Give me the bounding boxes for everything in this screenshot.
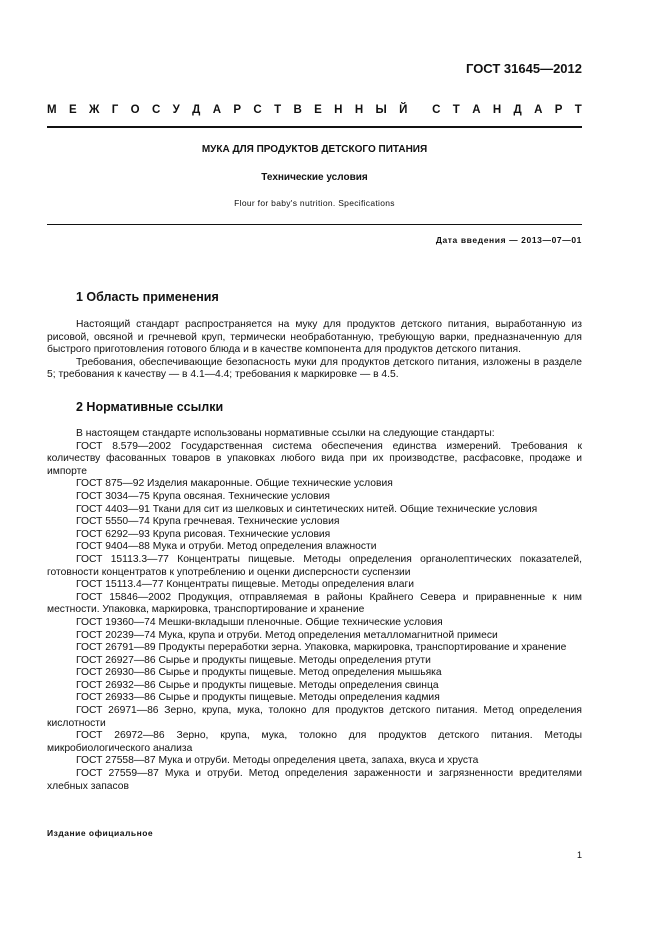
banner-letter: М <box>47 104 57 116</box>
banner-letter: Г <box>111 104 119 116</box>
reference-item: ГОСТ 26930—86 Сырье и продукты пищевые. Метод определения мышьяка <box>76 667 442 679</box>
reference-item: ГОСТ 20239—74 Мука, крупа и отруби. Метод определения металломагнитной примеси <box>76 629 498 641</box>
reference-item: ГОСТ 26971—86 Зерно, крупа, мука, толокно для продуктов детского питания. Метод определения кислотности <box>47 705 582 729</box>
banner-letter: О <box>130 104 140 116</box>
reference-item: ГОСТ 27559—87 Мука и отруби. Метод определения зараженности и загрязненности вредителями хлебных запасов <box>47 768 582 792</box>
banner-letter: Н <box>334 104 343 116</box>
reference-item: ГОСТ 26932—86 Сырье и продукты пищевые. Методы определения свинца <box>76 679 439 691</box>
banner-letter: Н <box>492 104 502 116</box>
banner-letter: Т <box>574 104 582 116</box>
reference-item: ГОСТ 19360—74 Мешки-вкладыши пленочные. Общие технические условия <box>76 616 443 628</box>
interstate-standard-banner <box>47 104 582 116</box>
reference-item: ГОСТ 9404—88 Мука и отруби. Метод определения влажности <box>76 541 377 553</box>
section-1-body <box>47 319 582 382</box>
standard-number: ГОСТ 31645—2012 <box>466 61 582 76</box>
banner-letter: Й <box>399 104 408 116</box>
section-1-heading: 1 Область применения <box>76 290 219 304</box>
banner-letter: Ж <box>88 104 100 116</box>
section-2-body <box>47 428 582 793</box>
banner-letter: Е <box>314 104 322 116</box>
intro-date: Дата введения — 2013—07—01 <box>435 235 582 245</box>
paragraph: Требования, обеспечивающие безопасность муки для продуктов детского питания, изложены в разделе 5; требования к качеству — в 4.1—4.4; требования к маркировке — в 4.5. <box>47 356 582 381</box>
reference-item: ГОСТ 15846—2002 Продукция, отправляемая в районы Крайнего Севера и приравненные к ним местности. Упаковка, маркировка, транспортирование и хранение <box>47 591 582 616</box>
banner-rule <box>47 126 582 128</box>
banner-letter: Д <box>513 104 522 116</box>
document-title: МУКА ДЛЯ ПРОДУКТОВ ДЕТСКОГО ПИТАНИЯ <box>201 144 428 155</box>
reference-item: ГОСТ 27558—87 Мука и отруби. Методы определения цвета, запаха, вкуса и хруста <box>76 755 479 767</box>
document-page <box>47 0 582 936</box>
banner-letter: Т <box>452 104 460 116</box>
reference-item: ГОСТ 875—92 Изделия макаронные. Общие технические условия <box>76 478 393 490</box>
reference-item: ГОСТ 26972—86 Зерно, крупа, мука, толокно для продуктов детского питания. Методы микробиологического анализа <box>47 730 582 754</box>
reference-item: ГОСТ 8.579—2002 Государственная система обеспечения единства измерений. Требования к количеству фасованных товаров в упаковках любого вида при их производстве, расфасовке, продаже и импорте <box>47 440 582 477</box>
english-title: Flour for baby's nutrition. Specifications <box>234 198 395 208</box>
reference-item: ГОСТ 26927—86 Сырье и продукты пищевые. Методы определения ртути <box>76 654 431 666</box>
page-number: 1 <box>576 850 582 860</box>
paragraph: Настоящий стандарт распространяется на муку для продуктов детского питания, выработанную из рисовой, овсяной и гречневой круп, термически необработанную, требующую варки, предназначенную для быстрого приготовления готового блюда и в качестве компонента для продуктов детского питания. <box>47 319 582 356</box>
banner-letter: В <box>293 104 302 116</box>
reference-item: ГОСТ 3034—75 Крупа овсяная. Технические условия <box>76 490 330 502</box>
reference-item: ГОСТ 26791—89 Продукты переработки зерна. Упаковка, маркировка, транспортирование и хранение <box>76 642 567 654</box>
banner-letter: А <box>472 104 481 116</box>
banner-letter: Р <box>554 104 563 116</box>
banner-letter: Р <box>233 104 242 116</box>
official-publication-label: Издание официальное <box>47 828 154 838</box>
banner-letter: Д <box>192 104 201 116</box>
banner-letter: А <box>212 104 222 116</box>
banner-letter: А <box>534 104 543 116</box>
reference-item: ГОСТ 4403—91 Ткани для сит из шелковых и синтетических нитей. Общие технические условия <box>76 503 538 515</box>
banner-letter: С <box>253 104 262 116</box>
section-2-heading: 2 Нормативные ссылки <box>76 400 224 414</box>
banner-letter: У <box>172 104 180 116</box>
reference-item: ГОСТ 5550—74 Крупа гречневая. Технические условия <box>76 516 340 528</box>
banner-letter: Н <box>354 104 364 116</box>
reference-item: ГОСТ 15113.4—77 Концентраты пищевые. Методы определения влаги <box>76 579 415 591</box>
reference-item: ГОСТ 26933—86 Сырье и продукты пищевые. Методы определения кадмия <box>76 692 440 704</box>
title-rule <box>47 224 582 225</box>
banner-letter: Е <box>68 104 77 116</box>
reference-item: ГОСТ 15113.3—77 Концентраты пищевые. Методы определения органолептических показателей, готовности концентратов к употреблению и оценки дисперсности суспензии <box>47 553 582 578</box>
paragraph: В настоящем стандарте использованы нормативные ссылки на следующие стандарты: <box>76 428 495 439</box>
banner-letter: С <box>432 104 441 116</box>
banner-letter: Т <box>274 104 282 116</box>
banner-letter: С <box>151 104 161 116</box>
banner-letter: Ы <box>375 104 387 116</box>
reference-item: ГОСТ 6292—93 Крупа рисовая. Технические условия <box>76 528 331 540</box>
document-subtitle: Технические условия <box>261 172 368 183</box>
